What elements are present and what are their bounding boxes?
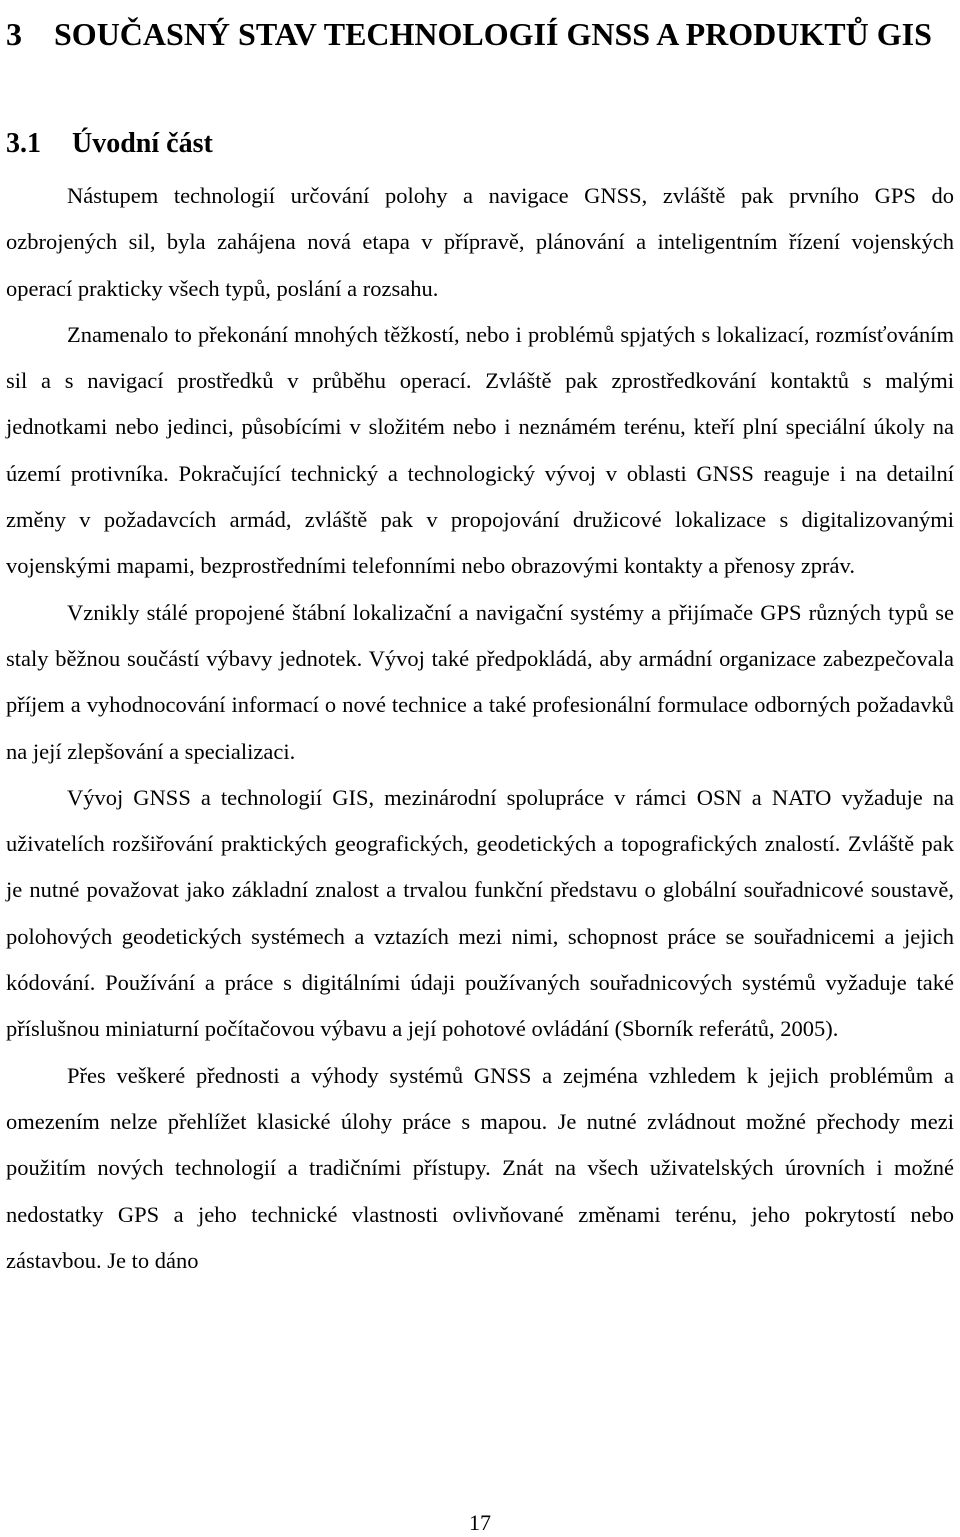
- body-text: [6, 173, 954, 1284]
- paragraph: Přes veškeré přednosti a výhody systémů GNSS a zejména vzhledem k jejich problémům a omezením nelze přehlížet klasické úlohy práce s mapou. Je nutné zvládnout možné přechody mezi použitím nových technologií a tradičními přístupy. Znát na všech uživatelských úrovních i možné nedostatky GPS a jeho technické vlastnosti ovlivňované změnami terénu, jeho pokrytostí nebo zástavbou. Je to dáno: [6, 1062, 954, 1273]
- chapter-number: 3: [6, 16, 22, 52]
- chapter-heading: [6, 4, 946, 65]
- paragraph: Vývoj GNSS a technologií GIS, mezinárodní spolupráce v rámci OSN a NATO vyžaduje na uživatelích rozšiřování praktických geografických, geodetických a topografických znalostí. Zvláště pak je nutné považovat jako základní znalost a trvalou funkční představu o globální souřadnicové soustavě, polohových geodetických systémech a vztazích mezi nimi, schopnost práce se souřadnicemi a jejich kódování. Používání a práce s digitálními údaji používaných souřadnicových systémů vyžaduje také příslušnou miniaturní počítačovou výbavu a její pohotové ovládání (Sborník referátů, 2005).: [6, 784, 954, 1042]
- section-heading: [6, 124, 213, 164]
- paragraph: Nástupem technologií určování polohy a navigace GNSS, zvláště pak prvního GPS do ozbrojených sil, byla zahájena nová etapa v přípravě, plánování a inteligentním řízení vojenských operací prakticky všech typů, poslání a rozsahu.: [6, 183, 954, 301]
- paragraph: Znamenalo to překonání mnohých těžkostí, nebo i problémů spjatých s lokalizací, rozmísťováním sil a s navigací prostředků v průběhu operací. Zvláště pak zprostředkování kontaktů s malými jednotkami nebo jedinci, působícími v složitém nebo i neznámém terénu, kteří plní speciální úkoly na území protivníka. Pokračující technický a technologický vývoj v oblasti GNSS reaguje i na detailní změny v požadavcích armád, zvláště pak v propojování družicové lokalizace s digitalizovanými vojenskými mapami, bezprostředními telefonními nebo obrazovými kontakty a přenosy zpráv.: [6, 321, 954, 579]
- page-number: 17: [469, 1510, 491, 1535]
- section-number: 3.1: [6, 128, 41, 159]
- section-title: Úvodní část: [72, 128, 213, 159]
- chapter-title: SOUČASNÝ STAV TECHNOLOGIÍ GNSS A PRODUKTŮ GIS: [54, 16, 932, 52]
- paragraph: Vznikly stálé propojené štábní lokalizační a navigační systémy a přijímače GPS různých typů se staly běžnou součástí výbavy jednotek. Vývoj také předpokládá, aby armádní organizace zabezpečovala příjem a vyhodnocování informací o nové technice a také profesionální formulace odborných požadavků na její zlepšování a specializaci.: [6, 599, 954, 764]
